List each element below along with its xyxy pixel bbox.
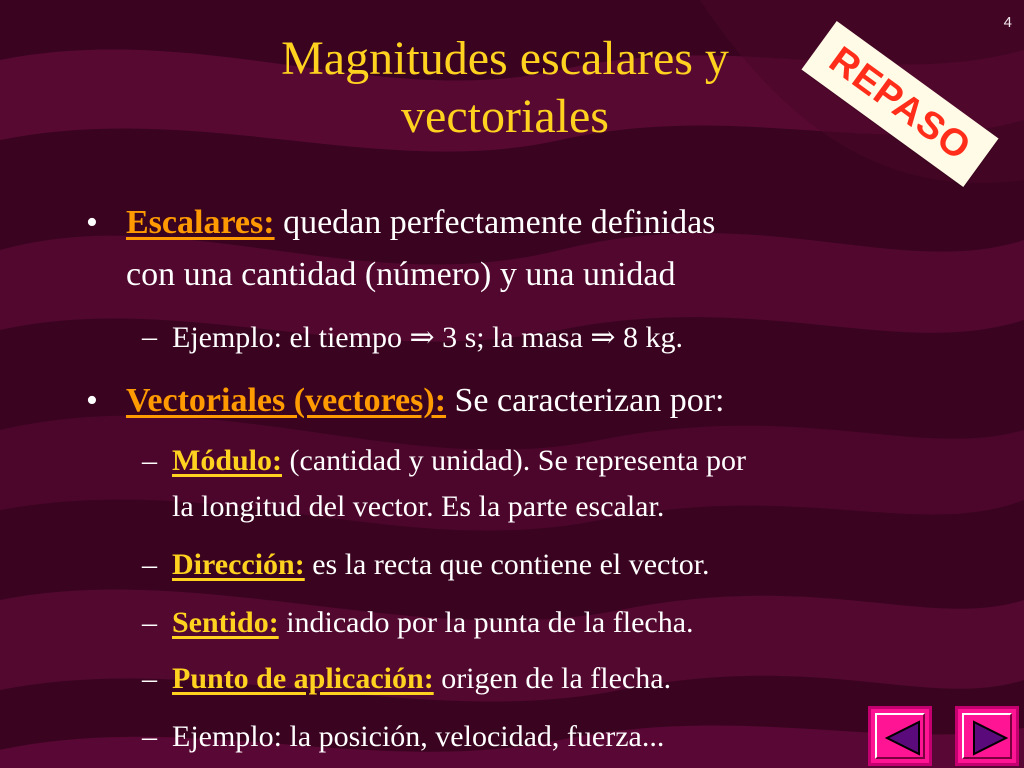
modulo-text-1: (cantidad y unidad). Se representa por [282,444,747,477]
sentido-line [172,606,694,640]
punto-line [172,662,671,696]
escalares-term: Escalares: [126,204,275,241]
repaso-stamp: REPASO [801,21,998,187]
vectoriales-example: Ejemplo: la posición, velocidad, fuerza... [172,720,665,753]
escalares-example: Ejemplo: el tiempo ⇒ 3 s; la masa ⇒ 8 kg. [172,321,684,354]
vectoriales-term: Vectoriales (vectores): [126,382,447,419]
direccion-line [172,548,710,582]
dash-marker: – [142,606,157,639]
vectoriales-line [126,382,724,420]
vectoriales-text: Se caracterizan por: [446,382,725,419]
bullet-marker: • [86,204,98,241]
dash-marker: – [142,444,157,477]
next-slide-button[interactable] [955,706,1019,766]
modulo-line-2: la longitud del vector. Es la parte escalar. [172,490,665,523]
triangle-right-icon [970,719,1010,757]
dash-marker: – [142,320,157,353]
title-line-1: Magnitudes escalares y [281,32,729,85]
triangle-left-icon [883,719,923,757]
escalares-line-1 [126,204,715,242]
page-number: 4 [1003,14,1012,31]
dash-marker: – [142,662,157,695]
dash-marker: – [142,720,157,753]
dash-marker: – [142,548,157,581]
sentido-text: indicado por la punta de la flecha. [278,606,694,639]
escalares-line-2: con una cantidad (número) y una unidad [126,256,676,293]
sentido-term: Sentido: [172,606,279,639]
previous-slide-button[interactable] [868,706,932,766]
escalares-text-1: quedan perfectamente definidas [274,204,716,241]
punto-term: Punto de aplicación: [172,662,434,695]
direccion-term: Dirección: [172,548,305,581]
direccion-text: es la recta que contiene el vector. [304,548,710,581]
title-line-2: vectoriales [401,90,609,143]
modulo-line-1 [172,444,746,478]
bullet-marker: • [86,382,98,419]
punto-text: origen de la flecha. [433,662,672,695]
modulo-term: Módulo: [172,444,283,477]
